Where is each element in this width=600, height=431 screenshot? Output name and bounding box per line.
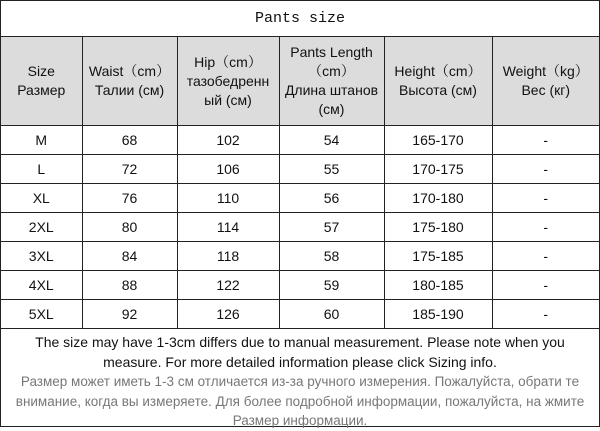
header-hip: Hip（cm） тазобедренн ый (см) [177,37,279,126]
cell-waist: 84 [82,242,177,271]
cell-pants-length: 54 [279,126,384,155]
cell-weight: - [492,126,599,155]
table-row [1,213,599,242]
cell-pants-length: 58 [279,242,384,271]
cell-weight: - [492,271,599,300]
cell-size: 3XL [1,242,82,271]
header-size: Size Размер [1,37,82,126]
table-row [1,184,599,213]
cell-pants-length: 60 [279,300,384,329]
cell-height: 170-175 [384,155,492,184]
table-row [1,271,599,300]
cell-weight: - [492,242,599,271]
cell-hip: 114 [177,213,279,242]
cell-height: 185-190 [384,300,492,329]
table-header-row [1,37,599,126]
cell-size: M [1,126,82,155]
cell-weight: - [492,184,599,213]
cell-waist: 68 [82,126,177,155]
note-russian: Размер может иметь 1-3 см отличается из-за ручного измерения. Пожалуйста, обрати те внимание, когда вы измеряете. Для более подробной информации, пожалуйста, на жмите Размер информации. [15,374,585,428]
cell-pants-length: 55 [279,155,384,184]
cell-pants-length: 57 [279,213,384,242]
cell-weight: - [492,155,599,184]
cell-hip: 106 [177,155,279,184]
cell-waist: 88 [82,271,177,300]
note-english: The size may have 1-3cm differs due to manual measurement. Please note when you measure. For more detailed information please click Sizing info. [35,334,565,370]
table-row [1,155,599,184]
cell-hip: 122 [177,271,279,300]
cell-height: 175-180 [384,213,492,242]
cell-pants-length: 59 [279,271,384,300]
cell-waist: 92 [82,300,177,329]
cell-weight: - [492,300,599,329]
cell-size: 4XL [1,271,82,300]
size-table [1,37,599,329]
cell-height: 170-180 [384,184,492,213]
cell-waist: 76 [82,184,177,213]
table-row [1,242,599,271]
cell-height: 165-170 [384,126,492,155]
header-weight: Weight（kg） Вес (кг) [492,37,599,126]
cell-waist: 72 [82,155,177,184]
cell-height: 175-185 [384,242,492,271]
cell-size: XL [1,184,82,213]
cell-height: 180-185 [384,271,492,300]
cell-weight: - [492,213,599,242]
cell-hip: 126 [177,300,279,329]
cell-hip: 102 [177,126,279,155]
chart-title: Pants size [1,1,599,37]
cell-pants-length: 56 [279,184,384,213]
cell-hip: 110 [177,184,279,213]
cell-size: 5XL [1,300,82,329]
cell-hip: 118 [177,242,279,271]
cell-size: L [1,155,82,184]
header-pants-length: Pants Length （cm） Длина штанов (см) [279,37,384,126]
table-row [1,300,599,329]
header-height: Height（cm） Высота (см) [384,37,492,126]
header-waist: Waist（cm） Талии (см) [82,37,177,126]
cell-waist: 80 [82,213,177,242]
cell-size: 2XL [1,213,82,242]
table-row [1,126,599,155]
notes [1,329,599,431]
